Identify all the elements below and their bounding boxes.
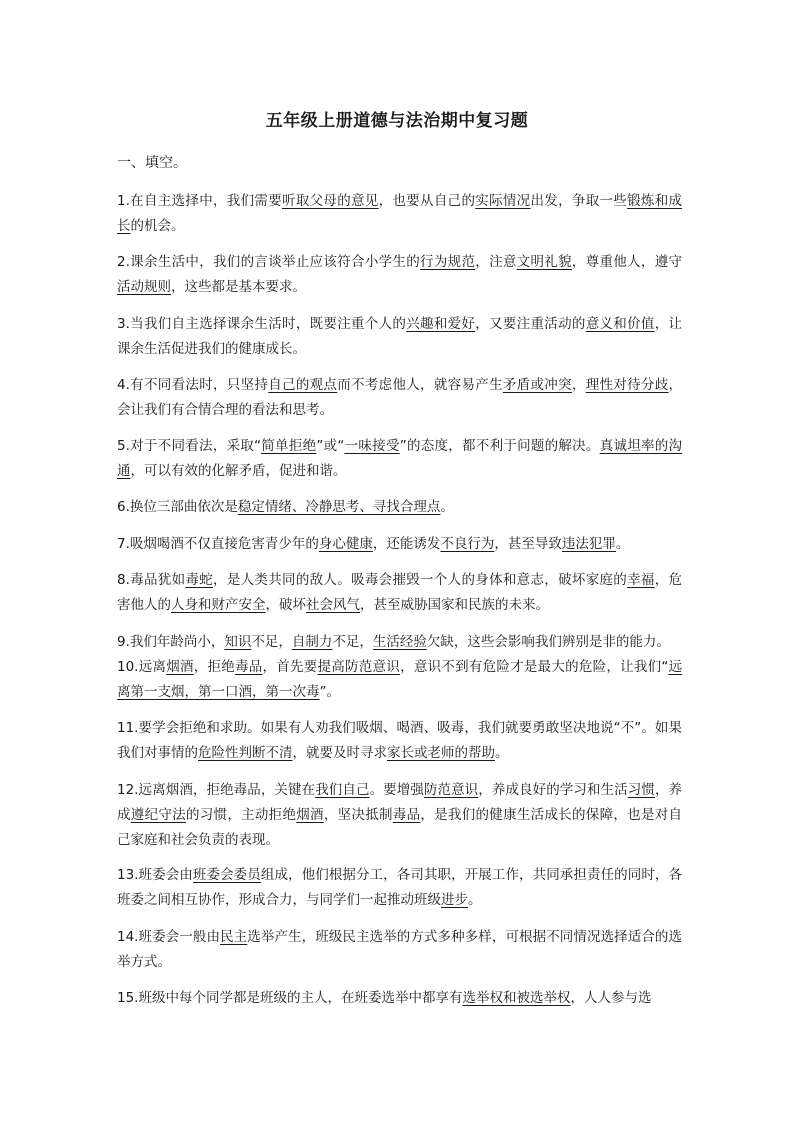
question-text: 10.远离: [117, 659, 167, 675]
question-text: ”的态度，都不利于问题的解决。: [399, 438, 600, 454]
question-text: 而不考虑他人，就容易产生: [337, 377, 503, 393]
question-text: ，甚至威胁国家和民族的未来。: [360, 597, 549, 613]
question-1: [117, 189, 682, 239]
answer-text: 毒品: [392, 807, 421, 823]
question-text: 出发，争取一些: [530, 193, 628, 209]
question-text: ，尊重他人，遵守: [571, 254, 683, 270]
question-6: [117, 495, 682, 520]
answer-text: 人身和财产安全: [171, 597, 266, 613]
question-4: [117, 373, 682, 423]
answer-text: 锻炼和成长: [117, 193, 683, 234]
answer-text: 毒蛇: [185, 572, 214, 588]
question-text: 。: [468, 892, 482, 908]
answer-text: 实际情况: [475, 193, 531, 209]
answer-text: 意义和价值: [585, 316, 655, 332]
answer-text: 我们自己: [315, 782, 370, 798]
question-text: ，破坏: [265, 597, 306, 613]
question-text: 不足，: [332, 634, 373, 650]
question-text: ，意识不到有危险才是最大的危险，让我们“: [400, 659, 669, 675]
answer-text: 选举权和被选举权: [462, 990, 571, 1006]
question-11: [117, 716, 682, 766]
answer-text: 真诚坦率的沟通: [117, 438, 683, 479]
question-2: [117, 250, 682, 300]
question-text: 4.有不同看法时，只坚持: [117, 377, 269, 393]
question-text: 选举产生，班级民主选举的方式多种多样，可根据不同情况选择适合的选举方式。: [117, 929, 683, 970]
answer-text: 简单拒绝: [261, 438, 317, 454]
answer-text: 生活经验: [372, 634, 427, 650]
answer-text: 听取父母的意见: [282, 193, 379, 209]
answer-text: 知识: [224, 634, 252, 650]
answer-text: 行为规范: [420, 254, 476, 270]
question-text: ，首先要: [262, 659, 318, 675]
question-text: ，可以有效的化解矛盾，促进和谐。: [130, 463, 347, 479]
question-10: [117, 655, 682, 705]
question-14: [117, 925, 682, 975]
answer-text: 家长或老师的帮助: [387, 745, 495, 761]
answer-text: 远离第一支烟，第一口酒，第一次毒: [117, 659, 683, 700]
answer-text: 身心健康: [318, 536, 373, 552]
question-text: 欠缺，这些会影响我们辨别是非的能力。: [426, 634, 670, 650]
question-text: ，危害他人的: [117, 572, 683, 613]
answer-text: 幸福: [627, 572, 655, 588]
question-text: 。: [615, 536, 630, 552]
question-text: 的习惯，主动拒绝: [185, 807, 297, 823]
question-3: [117, 312, 682, 362]
question-text: ，养成良好的学习和生活: [478, 782, 628, 798]
answer-text: 兴趣和爱好: [406, 316, 476, 332]
question-text: 不足，: [251, 634, 292, 650]
question-text: 。: [495, 745, 509, 761]
question-text: 11.要学会拒绝和求助。如果有人劝我们吸烟、喝酒、吸毒，我们就要勇敢坚决地说“不”。如果我们对事情的: [117, 720, 682, 761]
question-text: ，注意: [475, 254, 517, 270]
question-text: 8.毒品犹如: [117, 572, 186, 588]
question-text: ，就要及时寻求: [292, 745, 387, 761]
question-text: ，也要从自己的: [378, 193, 476, 209]
question-text: 。要增强: [369, 782, 424, 798]
answer-text: 危险性判断不清: [198, 745, 293, 761]
question-text: ，: [571, 377, 586, 393]
answer-text: 稳定情绪、冷静思考、寻找合理点: [237, 499, 441, 515]
answer-text: 遵纪守法: [130, 807, 186, 823]
question-text: ，这些都是基本要求。: [171, 279, 306, 295]
answer-text: 提高防范意识: [317, 659, 401, 675]
question-text: 7.吸烟喝酒不仅直接危害青少年的: [117, 536, 319, 552]
answer-text: 矛盾或冲突: [502, 377, 572, 393]
question-text: 9.我们年龄尚小，: [117, 634, 225, 650]
question-text: 15.班级中每个同学都是班级的主人，在班委选举中都享有: [117, 990, 463, 1006]
question-13: [117, 863, 682, 913]
answer-text: 自制力: [291, 634, 333, 650]
question-12: [117, 778, 682, 853]
answer-text: 理性对待分歧: [585, 377, 669, 393]
question-15: [117, 986, 682, 1011]
answer-text: 习惯: [627, 782, 655, 798]
question-8: [117, 568, 682, 618]
question-text: 13.班委会由: [117, 867, 193, 883]
question-text: ，养成: [117, 782, 683, 823]
answer-text: 活动规则: [117, 279, 171, 295]
answer-text: 防范意识: [423, 782, 479, 798]
question-text: ”。: [319, 684, 340, 700]
answer-text: 民主: [220, 929, 248, 945]
question-text: 6.换位三部曲依次是: [117, 499, 238, 515]
question-text: 5.对于不同看法，采取“: [117, 438, 262, 454]
answer-text: 进步: [441, 892, 468, 908]
question-text: 14.班委会一般由: [117, 929, 221, 945]
question-text: 。: [440, 499, 454, 515]
question-text: ，人人参与选: [570, 990, 652, 1006]
question-text: ，又要注重活动的: [475, 316, 586, 332]
answer-text: 不良行为: [440, 536, 495, 552]
question-9: [117, 630, 682, 655]
question-text: 1.在自主选择中，我们需要: [117, 193, 283, 209]
question-text: 2.课余生活中，我们的言谈举止应该符合小学生的: [117, 254, 421, 270]
section-heading: 一、填空。: [117, 155, 187, 171]
answer-text: 烟酒: [296, 807, 324, 823]
question-text: ，还能诱发: [372, 536, 441, 552]
question-text: ”或“: [316, 438, 345, 454]
answer-text: 违法犯罪: [561, 536, 616, 552]
answer-text: 文明礼貌: [516, 254, 572, 270]
question-text: ，让课余生活促进我们的健康成长。: [117, 316, 683, 357]
question-5: [117, 434, 682, 484]
question-text: 的机会。: [130, 218, 185, 234]
question-text: ，是人类共同的敌人。吸毒会摧毁一个人的身体和意志，破坏家庭的: [213, 572, 628, 588]
answer-text: 毒品: [235, 659, 263, 675]
question-text: 12.远离烟酒，拒绝毒品，关键在: [117, 782, 316, 798]
question-text: 3.当我们自主选择课余生活时，既要注重个人的: [117, 316, 407, 332]
question-text: 组成，他们根据分工，各司其职，开展工作，共同承担责任的同时，各班委之间相互协作，形成合力，与同学们一起推动班级: [117, 867, 683, 908]
question-text: ，会让我们有合情合理的看法和思考。: [117, 377, 683, 418]
question-text: ，拒绝: [193, 659, 236, 675]
page-title: 五年级上册道德与法治期中复习题: [265, 111, 529, 131]
question-text: ，是我们的健康生活成长的保障，也是对自己家庭和社会负责的表现。: [117, 807, 683, 848]
answer-text: 社会风气: [306, 597, 360, 613]
answer-text: 自己的观点: [268, 377, 338, 393]
answer-text: 一味接受: [344, 438, 400, 454]
question-7: [117, 532, 682, 557]
answer-text: 烟酒: [166, 659, 194, 675]
answer-text: 班委会委员: [192, 867, 261, 883]
question-text: ，坚决抵制: [323, 807, 393, 823]
question-text: ，甚至导致: [494, 536, 562, 552]
